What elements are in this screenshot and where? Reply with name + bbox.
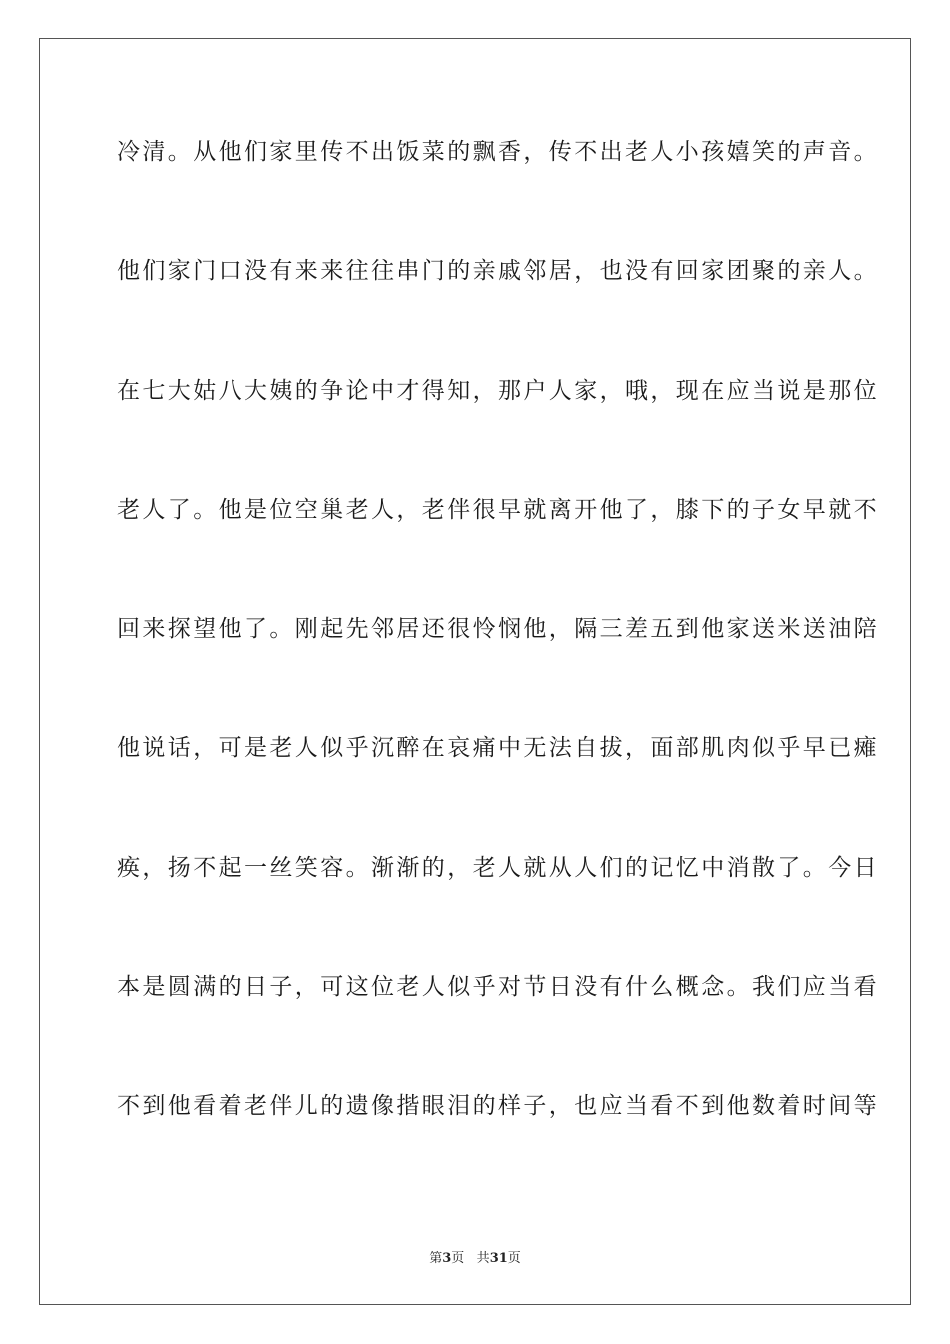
total-unit: 页 <box>507 1251 521 1266</box>
text-line-7: 痪，扬不起一丝笑容。渐渐的，老人就从人们的记忆中消散了。今日 <box>117 854 879 881</box>
page-footer <box>0 1247 950 1266</box>
text-line-5: 回来探望他了。刚起先邻居还很怜悯他，隔三差五到他家送米送油陪 <box>117 616 879 643</box>
text-line-9: 不到他看着老伴儿的遗像揩眼泪的样子，也应当看不到他数着时间等 <box>117 1093 879 1120</box>
body-text <box>117 128 879 1202</box>
text-line-3: 在七大姑八大姨的争论中才得知，那户人家，哦，现在应当说是那位 <box>117 377 879 404</box>
text-line-6: 他说话，可是老人似乎沉醉在哀痛中无法自拔，面部肌肉似乎早已瘫 <box>117 735 879 762</box>
text-line-4: 老人了。他是位空巢老人，老伴很早就离开他了，膝下的子女早就不 <box>117 496 879 523</box>
total-page-count: 31 <box>489 1251 508 1266</box>
text-line-8: 本是圆满的日子，可这位老人似乎对节日没有什么概念。我们应当看 <box>117 974 879 1001</box>
page-unit: 页 <box>451 1251 465 1266</box>
text-line-2: 他们家门口没有来来往往串门的亲戚邻居，也没有回家团聚的亲人。 <box>117 258 879 285</box>
current-page-number: 3 <box>442 1251 452 1266</box>
total-prefix: 共 <box>476 1251 490 1266</box>
text-line-1: 冷清。从他们家里传不出饭菜的飘香，传不出老人小孩嬉笑的声音。 <box>117 139 879 165</box>
page-prefix: 第 <box>429 1251 443 1266</box>
